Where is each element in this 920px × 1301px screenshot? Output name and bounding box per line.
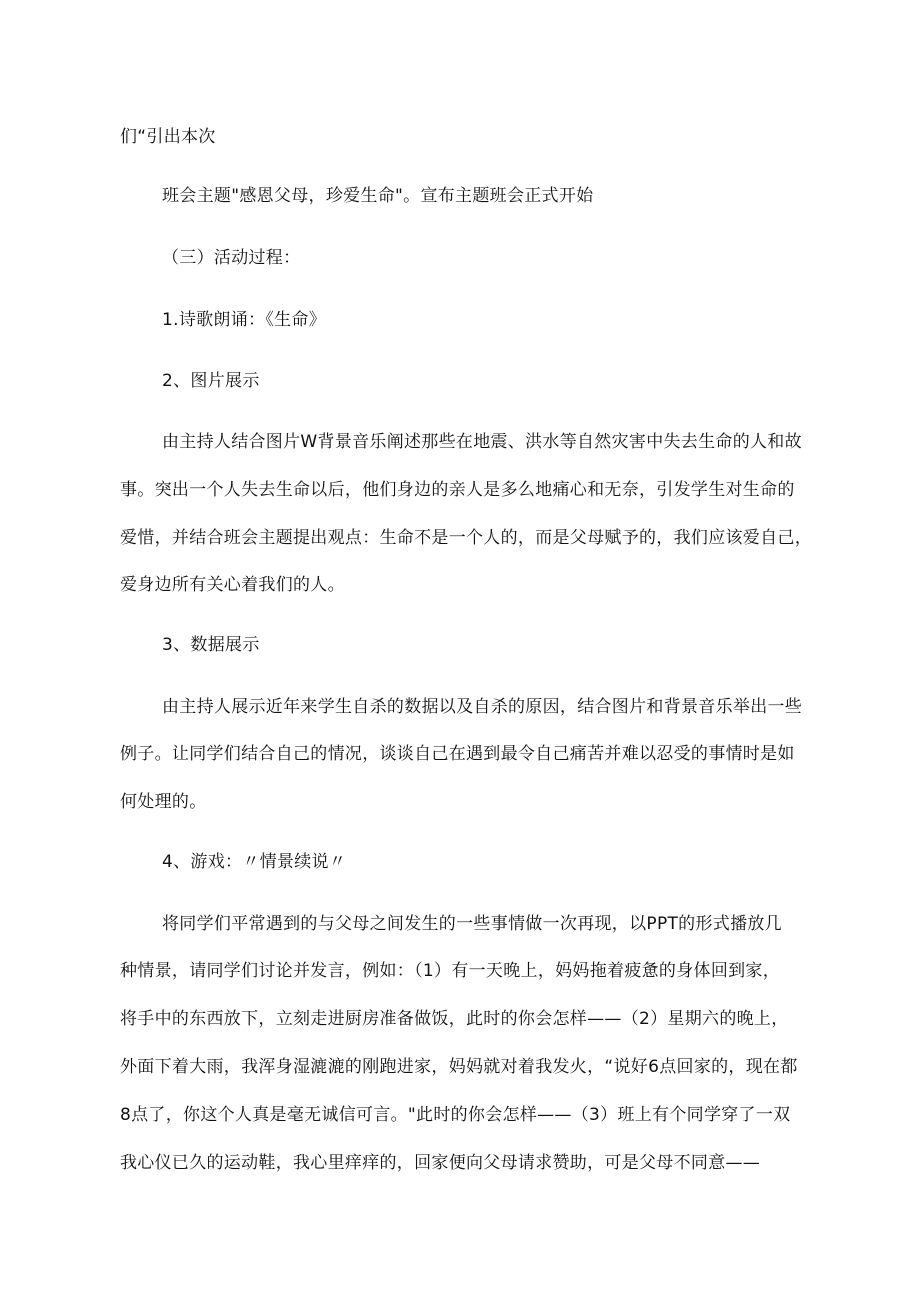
text-line: 8点了，你这个人真是毫无诚信可言。"此时的你会怎样——（3）班上有个同学穿了一双 xyxy=(120,1105,791,1125)
section-heading: （三）活动过程： xyxy=(162,248,301,268)
subsection-heading: 3、数据展示 xyxy=(162,635,260,655)
text-line: 将同学们平常遇到的与父母之间发生的一些事情做一次再现，以PPT的形式播放几 xyxy=(162,914,782,934)
text-line: 将手中的东西放下，立刻走进厨房准备做饭，此时的你会怎样——（2）星期六的晚上， xyxy=(120,1009,789,1029)
subsection-heading: 4、游戏：〃情景续说〃 xyxy=(162,852,347,872)
text-line: 由主持人结合图片W背景音乐阐述那些在地震、洪水等自然灾害中失去生命的人和故 xyxy=(162,432,802,452)
text-line: 例子。让同学们结合自己的情况，谈谈自己在遇到最令自己痛苦并难以忍受的事情时是如 xyxy=(120,744,795,764)
text-line: 种情景，请同学们讨论并发言，例如：（1）有一天晚上，妈妈拖着疲惫的身体回到家， xyxy=(120,961,781,981)
text-line: 爱惜，并结合班会主题提出观点：生命不是一个人的，而是父母赋予的，我们应该爱自己， xyxy=(120,528,812,548)
subsection-heading: 2、图片展示 xyxy=(162,371,260,391)
subsection-heading: 1.诗歌朗诵：《生命》 xyxy=(162,310,327,330)
text-line: 我心仪已久的运动鞋，我心里痒痒的，回家便向父母请求赞助，可是父母不同意—— xyxy=(120,1153,761,1173)
text-line: 们“引出本次 xyxy=(120,127,216,147)
text-line: 何处理的。 xyxy=(120,792,207,812)
text-line: 班会主题"感恩父母，珍爱生命"。宣布主题班会正式开始 xyxy=(162,186,594,206)
text-line: 由主持人展示近年来学生自杀的数据以及自杀的原因，结合图片和背景音乐举出一些 xyxy=(162,697,803,717)
text-line: 爱身边所有关心着我们的人。 xyxy=(120,575,345,595)
text-line: 外面下着大雨，我浑身湿漉漉的刚跑进家，妈妈就对着我发火，“说好6点回家的，现在都 xyxy=(120,1057,798,1077)
text-line: 事。突出一个人失去生命以后，他们身边的亲人是多么地痛心和无奈，引发学生对生命的 xyxy=(120,480,795,500)
